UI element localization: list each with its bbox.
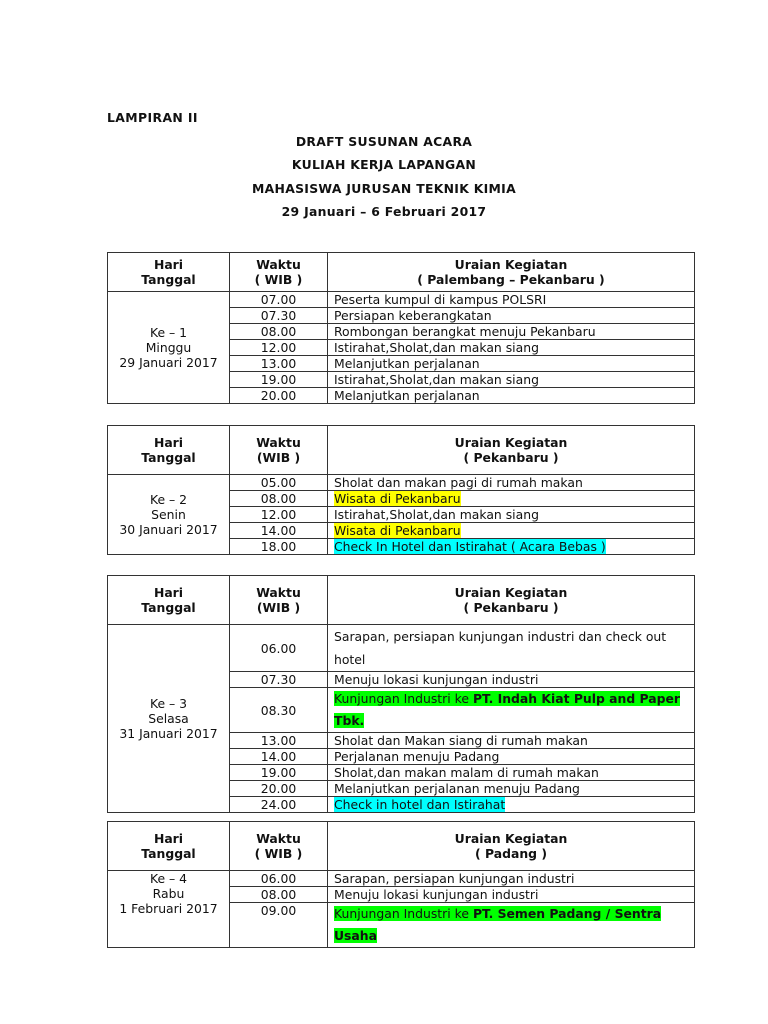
day-index: Ke – 3 [149, 696, 188, 711]
header-waktu [230, 576, 328, 625]
title-line-2: KULIAH KERJA LAPANGAN [291, 157, 477, 172]
header-waktu [230, 822, 328, 871]
day-date: 29 Januari 2017 [119, 355, 218, 370]
header-wib: (WIB ) [256, 600, 301, 615]
schedule-table-day-3 [107, 575, 695, 813]
schedule-table-day-2 [107, 425, 695, 555]
title-line-3: MAHASISWA JURUSAN TEKNIK KIMIA [252, 181, 516, 196]
time-cell: 14.00 [230, 749, 328, 765]
activity-cell [328, 523, 695, 539]
day-name: Minggu [145, 340, 192, 355]
activity-text: Sarapan, persiapan kunjungan industri dan check out hotel [334, 629, 667, 667]
activity-cell [328, 292, 695, 308]
header-waktu [230, 253, 328, 292]
header-wib: ( WIB ) [254, 846, 303, 861]
header-uraian-label: Uraian Kegiatan [454, 585, 568, 600]
activity-text: Persiapan keberangkatan [334, 308, 492, 323]
activity-text: Perjalanan menuju Padang [334, 749, 500, 764]
time-cell: 19.00 [230, 765, 328, 781]
time-cell: 06.00 [230, 871, 328, 887]
title-line-1: DRAFT SUSUNAN ACARA [295, 134, 473, 149]
header-waktu [230, 426, 328, 475]
header-lokasi: ( Pekanbaru ) [463, 450, 559, 465]
header-tanggal: Tanggal [141, 272, 196, 287]
header-hari: Hari [153, 435, 184, 450]
activity-text-highlighted: Check in hotel dan Istirahat [334, 797, 506, 812]
day-name: Selasa [148, 711, 189, 726]
company-name: PT. Semen Padang / Sentra Usaha [334, 906, 662, 943]
header-uraian [328, 253, 695, 292]
activity-cell [328, 781, 695, 797]
header-waktu-label: Waktu [256, 257, 301, 272]
day-name: Rabu [152, 886, 185, 901]
activity-prefix: Kunjungan Industri ke [334, 906, 473, 921]
activity-cell [328, 903, 695, 948]
header-hari-tanggal [108, 253, 230, 292]
time-cell: 07.00 [230, 292, 328, 308]
header-waktu-label: Waktu [256, 585, 301, 600]
header-hari-tanggal [108, 426, 230, 475]
activity-cell [328, 308, 695, 324]
attachment-label: LAMPIRAN II [107, 110, 198, 125]
activity-text: Menuju lokasi kunjungan industri [334, 887, 539, 902]
header-uraian [328, 426, 695, 475]
time-cell: 20.00 [230, 781, 328, 797]
activity-text: Melanjutkan perjalanan [334, 388, 480, 403]
activity-cell [328, 749, 695, 765]
schedule-table-day-1 [107, 252, 695, 404]
activity-cell [328, 887, 695, 903]
activity-cell [328, 491, 695, 507]
header-uraian-label: Uraian Kegiatan [454, 435, 568, 450]
time-cell: 14.00 [230, 523, 328, 539]
header-tanggal: Tanggal [141, 846, 196, 861]
day-cell [108, 871, 230, 948]
activity-text: Sholat dan makan pagi di rumah makan [334, 475, 583, 490]
header-uraian [328, 576, 695, 625]
activity-cell [328, 733, 695, 749]
activity-text: Melanjutkan perjalanan [334, 356, 480, 371]
activity-text: Istirahat,Sholat,dan makan siang [334, 507, 539, 522]
activity-cell [328, 672, 695, 688]
activity-text-highlighted: Check In Hotel dan Istirahat ( Acara Bebas ) [334, 539, 606, 554]
time-cell: 24.00 [230, 797, 328, 813]
activity-text: Melanjutkan perjalanan menuju Padang [334, 781, 580, 796]
activity-cell [328, 372, 695, 388]
activity-text: Istirahat,Sholat,dan makan siang [334, 372, 539, 387]
title-line-4: 29 Januari – 6 Februari 2017 [281, 204, 487, 219]
activity-cell [328, 539, 695, 555]
header-wib: ( WIB ) [254, 272, 303, 287]
activity-text: Menuju lokasi kunjungan industri [334, 672, 539, 687]
time-cell: 08.00 [230, 324, 328, 340]
company-name: PT. Indah Kiat Pulp and Paper Tbk. [334, 691, 681, 728]
time-cell: 08.00 [230, 887, 328, 903]
day-cell [108, 292, 230, 404]
activity-text: Rombongan berangkat menuju Pekanbaru [334, 324, 596, 339]
day-index: Ke – 2 [149, 492, 188, 507]
day-cell [108, 625, 230, 813]
header-hari: Hari [153, 257, 184, 272]
time-cell: 05.00 [230, 475, 328, 491]
activity-prefix: Kunjungan Industri ke [334, 691, 473, 706]
activity-cell [328, 356, 695, 372]
day-name: Senin [151, 507, 186, 522]
activity-text-highlighted: Wisata di Pekanbaru [334, 523, 461, 538]
activity-text-highlighted [334, 691, 680, 728]
activity-cell [328, 871, 695, 887]
header-uraian [328, 822, 695, 871]
activity-text-highlighted [334, 906, 661, 943]
time-cell: 13.00 [230, 733, 328, 749]
header-hari-tanggal [108, 822, 230, 871]
day-date: 1 Februari 2017 [119, 901, 218, 916]
time-cell: 13.00 [230, 356, 328, 372]
activity-cell [328, 625, 695, 672]
activity-text: Sarapan, persiapan kunjungan industri [334, 871, 575, 886]
activity-text: Sholat,dan makan malam di rumah makan [334, 765, 599, 780]
header-tanggal: Tanggal [141, 450, 196, 465]
activity-text: Istirahat,Sholat,dan makan siang [334, 340, 539, 355]
schedule-table-day-4 [107, 821, 695, 948]
time-cell: 12.00 [230, 507, 328, 523]
header-hari: Hari [153, 585, 184, 600]
activity-cell [328, 688, 695, 733]
header-hari-tanggal [108, 576, 230, 625]
time-cell: 07.30 [230, 308, 328, 324]
header-waktu-label: Waktu [256, 831, 301, 846]
time-cell: 12.00 [230, 340, 328, 356]
header-waktu-label: Waktu [256, 435, 301, 450]
activity-cell [328, 388, 695, 404]
time-cell: 09.00 [230, 903, 328, 948]
activity-text: Sholat dan Makan siang di rumah makan [334, 733, 588, 748]
header-lokasi: ( Palembang – Pekanbaru ) [417, 272, 605, 287]
activity-cell [328, 797, 695, 813]
time-cell: 07.30 [230, 672, 328, 688]
time-cell: 18.00 [230, 539, 328, 555]
activity-cell [328, 765, 695, 781]
header-uraian-label: Uraian Kegiatan [454, 257, 568, 272]
day-index: Ke – 1 [149, 325, 188, 340]
activity-text: Peserta kumpul di kampus POLSRI [334, 292, 547, 307]
header-wib: (WIB ) [256, 450, 301, 465]
header-lokasi: ( Pekanbaru ) [463, 600, 559, 615]
time-cell: 19.00 [230, 372, 328, 388]
day-date: 31 Januari 2017 [119, 726, 218, 741]
day-index: Ke – 4 [149, 871, 188, 886]
header-uraian-label: Uraian Kegiatan [454, 831, 568, 846]
activity-text-highlighted: Wisata di Pekanbaru [334, 491, 461, 506]
activity-cell [328, 475, 695, 491]
time-cell: 06.00 [230, 625, 328, 672]
activity-cell [328, 340, 695, 356]
time-cell: 20.00 [230, 388, 328, 404]
time-cell: 08.30 [230, 688, 328, 733]
activity-cell [328, 507, 695, 523]
day-cell [108, 475, 230, 555]
time-cell: 08.00 [230, 491, 328, 507]
day-date: 30 Januari 2017 [119, 522, 218, 537]
activity-cell [328, 324, 695, 340]
header-lokasi: ( Padang ) [475, 846, 547, 861]
header-tanggal: Tanggal [141, 600, 196, 615]
header-hari: Hari [153, 831, 184, 846]
